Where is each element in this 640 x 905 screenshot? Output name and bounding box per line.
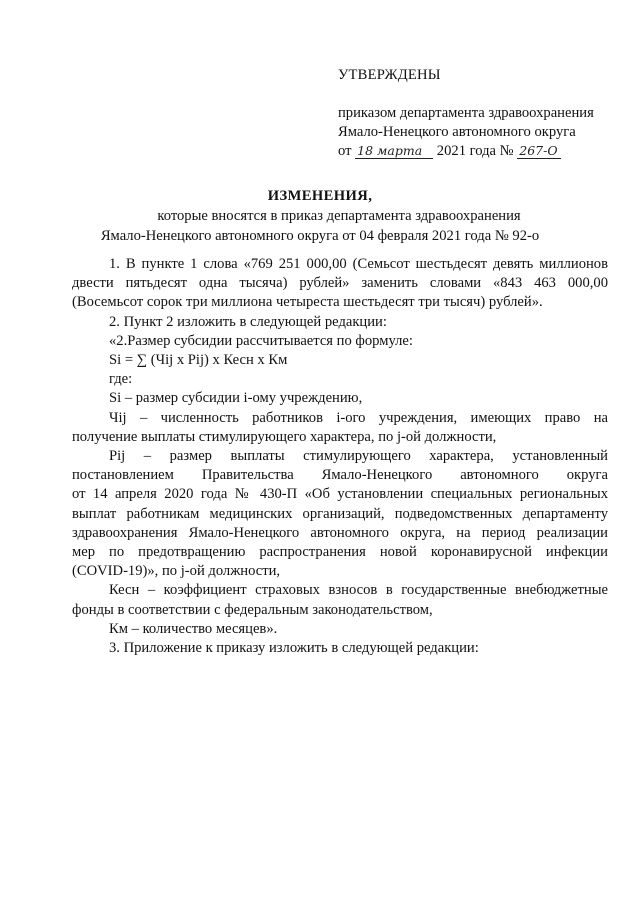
definition-pij-line-3: от 14 апреля 2020 года № 430-П «Об установлении специальных региональных [72, 486, 608, 503]
document-heading [0, 186, 640, 246]
approval-line-1: приказом департамента здравоохранения [338, 105, 594, 121]
heading-subtitle-1: которые вносятся в приказ департамента здравоохранения [157, 208, 521, 224]
approval-title: УТВЕРЖДЕНЫ [338, 67, 441, 83]
definition-kesn-line-2: фонды в соответствии с федеральным законодательством, [72, 601, 433, 618]
definition-pij-line-2: постановлением Правительства Ямало-Ненецкого автономного округа [72, 467, 608, 484]
heading-subtitle-2: Ямало-Ненецкого автономного округа от 04 февраля 2021 года № 92-о [100, 228, 540, 244]
formula: Si = ∑ (Чij х Pij) х Кесн х Км [109, 352, 288, 369]
para-3-final: 3. Приложение к приказу изложить в следующей редакции: [109, 640, 479, 657]
para-1-line-3: (Восемьсот сорок три миллиона четыреста шестьдесят три тысяч) рублей». [72, 294, 543, 311]
handwritten-date: 18 марта [355, 144, 433, 159]
definition-pij-line-4: выплат работникам медицинских организаций, подведомственных департаменту [72, 505, 608, 522]
definition-si: Si – размер субсидии i-ому учреждению, [109, 390, 363, 407]
definition-chij-line-1: Чij – численность работников i-ого учреждения, имеющих право на [109, 409, 608, 426]
date-prefix: от [338, 143, 352, 159]
definition-pij-line-7: (COVID-19)», по j-ой должности, [72, 563, 281, 580]
heading-title: ИЗМЕНЕНИЯ, [267, 188, 373, 204]
year-text: 2021 года № [436, 143, 514, 159]
approval-date-line [338, 142, 628, 161]
definition-km: Км – количество месяцев». [109, 620, 278, 637]
where-label: где: [109, 371, 133, 388]
definition-chij-line-2: получение выплаты стимулирующего характера, по j-ой должности, [72, 428, 497, 445]
approval-line-2: Ямало-Ненецкого автономного округа [338, 124, 576, 140]
definition-pij-line-6: мер по предотвращению распространения новой коронавирусной инфекции [72, 544, 608, 561]
definition-pij-line-1: Pij – размер выплаты стимулирующего характера, установленный [109, 448, 608, 465]
para-3: «2.Размер субсидии рассчитывается по формуле: [109, 332, 413, 349]
document-body [72, 255, 608, 658]
para-2: 2. Пункт 2 изложить в следующей редакции: [109, 313, 387, 330]
para-1-line-2: двести пятьдесят одна тысяча) рублей» заменить словами «843 463 000,00 [72, 275, 608, 292]
definition-pij-line-5: здравоохранения Ямало-Ненецкого автономного округа, на период реализации [72, 524, 608, 541]
handwritten-number: 267-О [517, 144, 561, 159]
approval-block [338, 66, 628, 161]
definition-kesn-line-1: Кесн – коэффициент страховых взносов в государственные внебюджетные [109, 582, 608, 599]
para-1-line-1: 1. В пункте 1 слова «769 251 000,00 (Семьсот шестьдесят девять миллионов [109, 256, 608, 272]
